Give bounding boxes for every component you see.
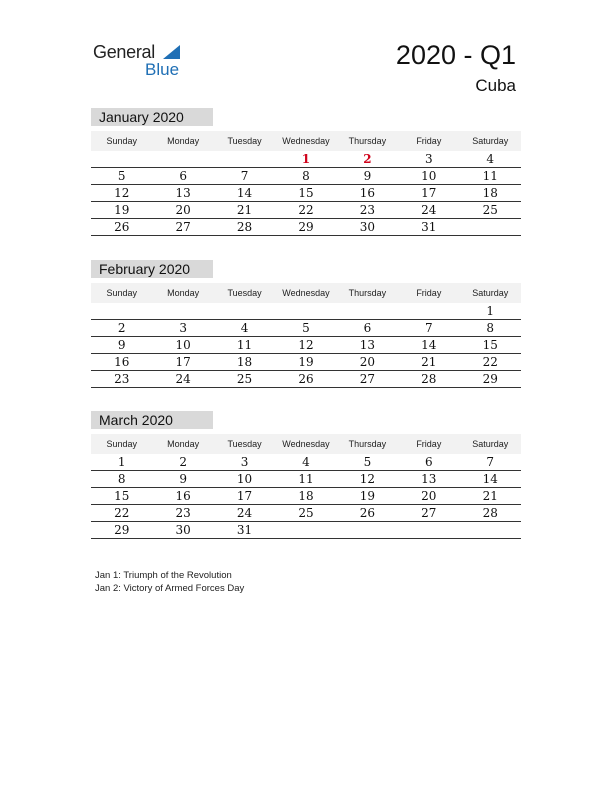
- day-cell: [152, 151, 213, 167]
- day-cell: 15: [114, 489, 130, 503]
- day-cell: 26: [298, 372, 314, 386]
- weekday-header-row: [91, 283, 521, 303]
- day-cell: 29: [114, 523, 130, 537]
- day-cell: 4: [302, 455, 310, 469]
- day-cell: 13: [175, 186, 191, 200]
- day-cell: 12: [298, 338, 314, 352]
- day-cell: 7: [486, 455, 495, 469]
- day-cell: 24: [175, 372, 191, 386]
- day-cell: 3: [179, 321, 187, 335]
- logo-triangle-icon: [163, 45, 180, 59]
- weekday-label: Tuesday: [227, 136, 262, 146]
- day-cell: 3: [425, 152, 433, 166]
- day-cell: 16: [359, 186, 376, 200]
- day-cell: 5: [363, 455, 372, 469]
- weekday-header-row: [91, 434, 521, 454]
- day-cell: 16: [175, 489, 191, 503]
- week-row: [91, 522, 521, 539]
- day-cell: 25: [298, 506, 314, 520]
- weekday-label: Monday: [167, 439, 200, 449]
- day-cell: 1: [486, 304, 495, 318]
- day-cell: 4: [240, 321, 249, 335]
- day-cell: 18: [482, 186, 498, 200]
- day-cell: 10: [236, 472, 253, 486]
- day-cell: 8: [302, 169, 310, 183]
- country-name: Cuba: [475, 76, 516, 95]
- week-row: [91, 202, 521, 219]
- day-cell: 6: [425, 455, 433, 469]
- weekday-label: Thursday: [348, 136, 387, 146]
- day-cell: 29: [298, 220, 314, 234]
- day-cell: 20: [359, 355, 376, 369]
- day-cell: 17: [236, 489, 253, 503]
- weekday-label: Sunday: [106, 439, 137, 449]
- day-cell: 20: [175, 203, 191, 217]
- day-cell: 15: [482, 338, 498, 352]
- week-row: [91, 337, 521, 354]
- day-cell: [91, 303, 152, 319]
- day-cell: 3: [240, 455, 249, 469]
- day-cell: 5: [302, 321, 310, 335]
- day-cell: 27: [359, 372, 376, 386]
- day-cell: 11: [482, 169, 498, 183]
- weekday-label: Monday: [167, 288, 200, 298]
- month-march: [91, 411, 521, 539]
- day-cell: 8: [486, 321, 495, 335]
- day-cell: 24: [421, 203, 437, 217]
- day-cell: 16: [114, 355, 130, 369]
- weekday-label: Sunday: [106, 288, 137, 298]
- day-cell: 29: [482, 372, 498, 386]
- day-cell: 14: [421, 338, 437, 352]
- day-cell: 14: [482, 472, 498, 486]
- weekday-label: Friday: [416, 288, 442, 298]
- day-cell: 19: [298, 355, 314, 369]
- day-cell: 13: [359, 338, 376, 352]
- day-cell: 11: [298, 472, 314, 486]
- weekday-label: Thursday: [348, 439, 387, 449]
- day-cell: [398, 522, 459, 538]
- day-cell: 9: [117, 338, 126, 352]
- week-row: [91, 505, 521, 522]
- day-cell: 18: [236, 355, 253, 369]
- weekday-label: Wednesday: [282, 439, 330, 449]
- day-cell: 13: [421, 472, 437, 486]
- weekday-label: Friday: [416, 439, 442, 449]
- week-row: [91, 488, 521, 505]
- day-cell: 18: [298, 489, 314, 503]
- day-cell: [337, 303, 398, 319]
- day-cell: 23: [359, 203, 376, 217]
- day-cell: 8: [117, 472, 126, 486]
- week-row: [91, 151, 521, 168]
- day-cell: [214, 303, 275, 319]
- week-row: [91, 371, 521, 388]
- day-cell: 6: [363, 321, 372, 335]
- day-cell: 7: [240, 169, 249, 183]
- day-cell: 20: [421, 489, 437, 503]
- day-cell: 22: [482, 355, 498, 369]
- day-cell: 28: [236, 220, 253, 234]
- holiday-notes: [95, 569, 244, 595]
- day-cell: 24: [236, 506, 253, 520]
- month-title: January 2020: [91, 108, 213, 126]
- holiday-note: Jan 1: Triumph of the Revolution: [95, 570, 232, 581]
- day-cell: 21: [421, 355, 437, 369]
- day-cell: 21: [482, 489, 498, 503]
- day-cell: [214, 151, 275, 167]
- day-cell: 19: [114, 203, 130, 217]
- week-row: [91, 303, 521, 320]
- week-row: [91, 219, 521, 236]
- day-cell: [275, 303, 336, 319]
- weekday-label: Wednesday: [282, 288, 330, 298]
- day-cell: 7: [425, 321, 433, 335]
- weekday-label: Wednesday: [282, 136, 330, 146]
- week-row: [91, 354, 521, 371]
- day-cell: 27: [421, 506, 437, 520]
- weekday-label: Friday: [416, 136, 442, 146]
- day-cell: 26: [359, 506, 376, 520]
- day-cell: 2: [117, 321, 126, 335]
- day-cell: [398, 303, 459, 319]
- day-cell: 4: [486, 152, 495, 166]
- weekday-label: Monday: [167, 136, 200, 146]
- day-cell: 10: [421, 169, 437, 183]
- weekday-label: Sunday: [106, 136, 137, 146]
- day-cell: [152, 303, 213, 319]
- day-cell: 5: [117, 169, 126, 183]
- day-cell: 14: [236, 186, 253, 200]
- week-row: [91, 185, 521, 202]
- day-cell: 28: [482, 506, 498, 520]
- day-cell: 12: [359, 472, 376, 486]
- weekday-label: Saturday: [472, 288, 509, 298]
- day-cell: 21: [236, 203, 253, 217]
- day-cell: 25: [482, 203, 498, 217]
- holiday-note: Jan 2: Victory of Armed Forces Day: [95, 583, 245, 594]
- week-row: [91, 454, 521, 471]
- day-cell: 30: [175, 523, 191, 537]
- day-cell: [460, 219, 521, 235]
- weekday-label: Tuesday: [227, 288, 262, 298]
- day-cell: 22: [114, 506, 130, 520]
- day-cell: 19: [359, 489, 376, 503]
- day-cell: 30: [359, 220, 376, 234]
- day-cell: 1: [301, 152, 311, 166]
- day-cell: 10: [175, 338, 191, 352]
- month-january: [91, 108, 521, 236]
- day-cell: [337, 522, 398, 538]
- weekday-label: Thursday: [348, 288, 387, 298]
- day-cell: 23: [114, 372, 130, 386]
- day-cell: 31: [421, 220, 437, 234]
- page-title: 2020 - Q1: [395, 40, 516, 70]
- weekday-header-row: [91, 131, 521, 151]
- day-cell: 17: [175, 355, 191, 369]
- day-cell: 6: [179, 169, 187, 183]
- week-row: [91, 320, 521, 337]
- day-cell: 11: [236, 338, 253, 352]
- day-cell: 17: [421, 186, 437, 200]
- day-cell: 2: [179, 455, 187, 469]
- week-row: [91, 471, 521, 488]
- month-february: [91, 260, 521, 388]
- day-cell: 23: [175, 506, 191, 520]
- day-cell: 25: [236, 372, 253, 386]
- weekday-label: Tuesday: [227, 439, 262, 449]
- day-cell: 9: [179, 472, 187, 486]
- weekday-label: Saturday: [472, 439, 509, 449]
- day-cell: 15: [298, 186, 314, 200]
- day-cell: 12: [114, 186, 130, 200]
- month-title: February 2020: [91, 260, 213, 278]
- day-cell: 9: [363, 169, 372, 183]
- day-cell: 26: [114, 220, 130, 234]
- logo: [93, 42, 193, 82]
- day-cell: 2: [363, 152, 372, 166]
- logo-general-text: General: [93, 42, 155, 62]
- day-cell: 31: [236, 523, 253, 537]
- day-cell: 28: [421, 372, 437, 386]
- day-cell: [275, 522, 336, 538]
- weekday-label: Saturday: [472, 136, 509, 146]
- day-cell: [91, 151, 152, 167]
- week-row: [91, 168, 521, 185]
- day-cell: 1: [117, 455, 126, 469]
- month-title: March 2020: [91, 411, 213, 429]
- day-cell: 27: [175, 220, 191, 234]
- logo-blue-text: Blue: [145, 60, 180, 79]
- day-cell: 22: [298, 203, 314, 217]
- day-cell: [460, 522, 521, 538]
